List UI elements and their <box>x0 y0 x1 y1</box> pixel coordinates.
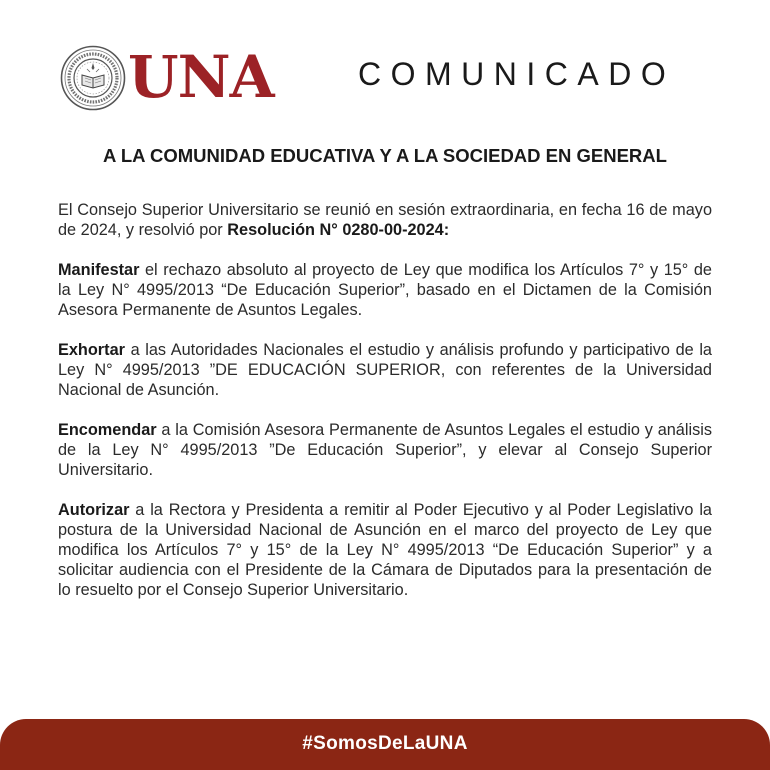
intro-paragraph <box>58 200 712 240</box>
resolution-verb: Manifestar <box>58 261 140 279</box>
resolution-item <box>58 340 712 400</box>
resolution-item <box>58 260 712 320</box>
resolution-text: a las Autoridades Nacionales el estudio y análisis profundo y participativo de la Ley N° 4995/2013 ”DE EDUCACIÓN SUPERIOR, con referentes de la Universidad Nacional de Asunción. <box>58 341 712 399</box>
hashtag: #SomosDeLaUNA <box>302 733 468 754</box>
resolution-verb: Autorizar <box>58 501 130 519</box>
header <box>0 0 770 150</box>
resolution-item <box>58 420 712 480</box>
una-logo: UNA <box>128 43 274 111</box>
intro-text: El Consejo Superior Universitario se reunió en sesión extraordinaria, en fecha 16 de mayo de 2024, y resolvió por <box>58 201 712 239</box>
resolution-text: a la Rectora y Presidenta a remitir al Poder Ejecutivo y al Poder Legislativo la postura de la Universidad Nacional de Asunción en el marco del proyecto de Ley que modifica los Artículos 7° y 15° de la Ley N° 4995/2013 “De Educación Superior” y a solicitar audiencia con el Presidente de la Cámara de Diputados para la presentación de lo resuelto por el Consejo Superior Universitario. <box>58 501 712 599</box>
university-seal-icon <box>60 45 126 111</box>
resolution-verb: Encomendar <box>58 421 157 439</box>
resolution-item <box>58 500 712 600</box>
headline: A LA COMUNIDAD EDUCATIVA Y A LA SOCIEDAD EN GENERAL <box>103 145 667 166</box>
resolution-text: a la Comisión Asesora Permanente de Asuntos Legales el estudio y análisis de la Ley N° 4995/2013 ”De Educación Superior”, y elevar al Consejo Superior Universitario. <box>58 421 712 479</box>
document-body <box>58 200 712 620</box>
resolution-number: Resolución N° 0280-00-2024: <box>227 221 450 239</box>
footer-banner <box>0 719 770 770</box>
page-title: COMUNICADO <box>358 56 676 92</box>
resolution-text: el rechazo absoluto al proyecto de Ley que modifica los Artículos 7° y 15° de la Ley N° 4995/2013 “De Educación Superior”, basado en el Dictamen de la Comisión Asesora Permanente de Asuntos Legales. <box>58 261 712 319</box>
resolution-verb: Exhortar <box>58 341 125 359</box>
